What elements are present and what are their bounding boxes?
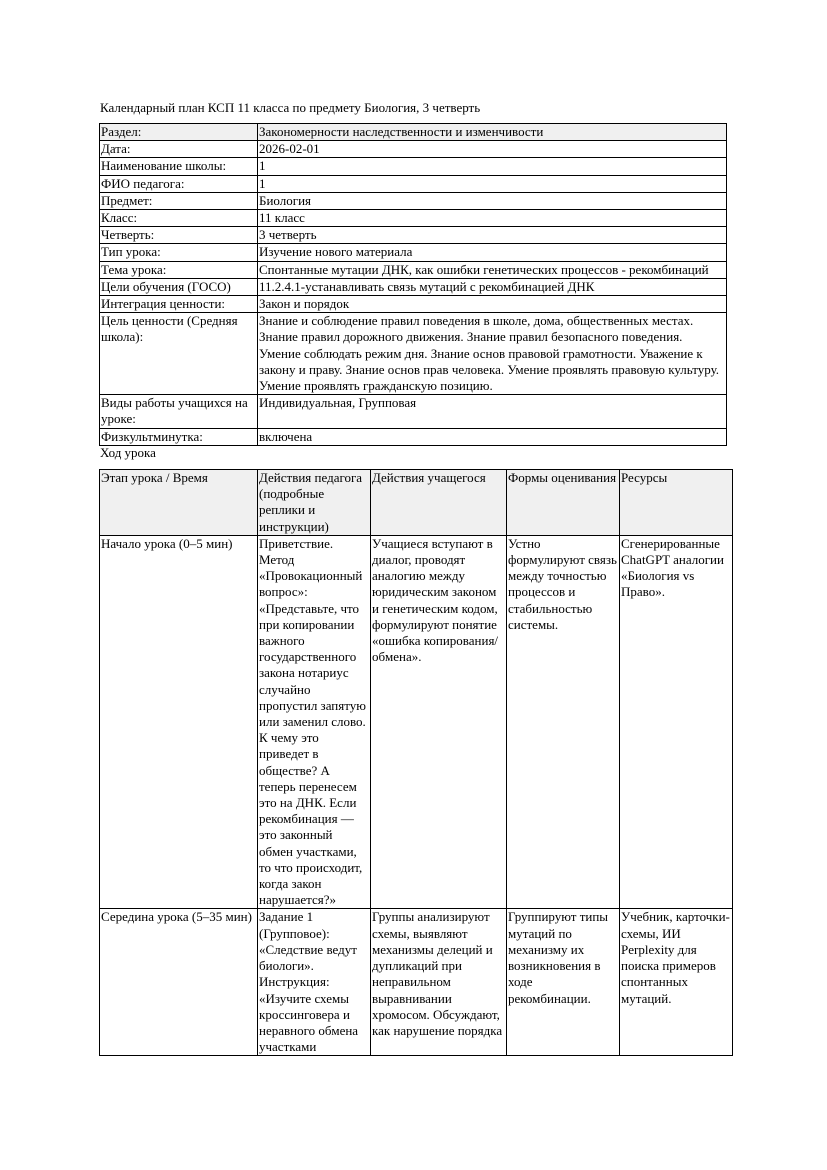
header-student: Действия учащегося xyxy=(371,470,507,536)
info-label: Раздел: xyxy=(100,124,258,141)
info-value: 1 xyxy=(258,158,727,175)
info-value: Индивидуальная, Групповая xyxy=(258,395,727,428)
info-label: Тема урока: xyxy=(100,261,258,278)
header-teacher: Действия педагога (подробные реплики и инструкции) xyxy=(258,470,371,536)
info-row xyxy=(100,158,727,175)
resources-cell: Сгенерированные ChatGPT аналогии «Биология vs Право». xyxy=(620,535,733,909)
lesson-info-table xyxy=(99,123,727,446)
info-row xyxy=(100,278,727,295)
teacher-cell: Задание 1 (Групповое): «Следствие ведут биологи». Инструкция: «Изучите схемы кроссинговера и неравного обмена участками xyxy=(258,909,371,1056)
info-row xyxy=(100,261,727,278)
info-row xyxy=(100,313,727,395)
info-value: 2026-02-01 xyxy=(258,141,727,158)
info-label: Класс: xyxy=(100,210,258,227)
info-label: Цели обучения (ГОСО) xyxy=(100,278,258,295)
info-row xyxy=(100,428,727,445)
info-value: Изучение нового материала xyxy=(258,244,727,261)
stage-cell: Середина урока (5–35 мин) xyxy=(100,909,258,1056)
lesson-plan-table xyxy=(99,469,733,1056)
info-row xyxy=(100,227,727,244)
info-label: Тип урока: xyxy=(100,244,258,261)
info-value: 1 xyxy=(258,175,727,192)
resources-cell: Учебник, карточки-схемы, ИИ Perplexity для поиска примеров спонтанных мутаций. xyxy=(620,909,733,1056)
header-stage: Этап урока / Время xyxy=(100,470,258,536)
info-value: 11.2.4.1-устанавливать связь мутаций с рекомбинацией ДНК xyxy=(258,278,727,295)
assessment-cell: Группируют типы мутаций по механизму их возникновения в ходе рекомбинации. xyxy=(507,909,620,1056)
info-label: Наименование школы: xyxy=(100,158,258,175)
teacher-cell: Приветствие. Метод «Провокационный вопрос»: «Представьте, что при копировании важного государственного закона нотариус случайно пропустил запятую или заменил слово. К чему это приведет в обществе? А теперь перенесем это на ДНК. Если рекомбинация — это законный обмен участками, то что происходит, когда закон нарушается?» xyxy=(258,535,371,909)
info-value: 11 класс xyxy=(258,210,727,227)
info-value: Знание и соблюдение правил поведения в школе, дома, общественных местах. Знание правил дорожного движения. Знание правил безопасного поведения. Умение соблюдать режим дня. Знание основ правовой грамотности. Уважение к закону и праву. Знание основ прав человека. Умение проявлять правовую культуру. Умение проявлять гражданскую позицию. xyxy=(258,313,727,395)
info-label: Дата: xyxy=(100,141,258,158)
info-label: Интеграция ценности: xyxy=(100,296,258,313)
header-assessment: Формы оценивания xyxy=(507,470,620,536)
plan-header-row xyxy=(100,470,733,536)
stage-cell: Начало урока (0–5 мин) xyxy=(100,535,258,909)
info-label: Физкультминутка: xyxy=(100,428,258,445)
info-row xyxy=(100,296,727,313)
info-label: Цель ценности (Средняя школа): xyxy=(100,313,258,395)
assessment-cell: Устно формулируют связь между точностью процессов и стабильностью системы. xyxy=(507,535,620,909)
info-row xyxy=(100,175,727,192)
info-value: Спонтанные мутации ДНК, как ошибки генетических процессов - рекомбинаций xyxy=(258,261,727,278)
info-row xyxy=(100,124,727,141)
info-label: Предмет: xyxy=(100,192,258,209)
plan-row xyxy=(100,909,733,1056)
info-row xyxy=(100,210,727,227)
header-resources: Ресурсы xyxy=(620,470,733,536)
document-title: Календарный план КСП 11 класса по предмету Биология, 3 четверть xyxy=(100,100,481,115)
info-value: Закон и порядок xyxy=(258,296,727,313)
info-label: Виды работы учащихся на уроке: xyxy=(100,395,258,428)
info-value: 3 четверть xyxy=(258,227,727,244)
info-value: Закономерности наследственности и изменчивости xyxy=(258,124,727,141)
student-cell: Учащиеся вступают в диалог, проводят аналогию между юридическим законом и генетическим кодом, формулируют понятие «ошибка копирования/обмена». xyxy=(371,535,507,909)
info-value: включена xyxy=(258,428,727,445)
plan-row xyxy=(100,535,733,909)
info-row xyxy=(100,192,727,209)
info-row xyxy=(100,395,727,428)
info-label: ФИО педагога: xyxy=(100,175,258,192)
info-label: Четверть: xyxy=(100,227,258,244)
info-row xyxy=(100,141,727,158)
lesson-progress-heading: Ход урока xyxy=(100,445,156,460)
info-row xyxy=(100,244,727,261)
student-cell: Группы анализируют схемы, выявляют механизмы делеций и дупликаций при неправильном выравнивании хромосом. Обсуждают, как нарушение порядка xyxy=(371,909,507,1056)
info-value: Биология xyxy=(258,192,727,209)
